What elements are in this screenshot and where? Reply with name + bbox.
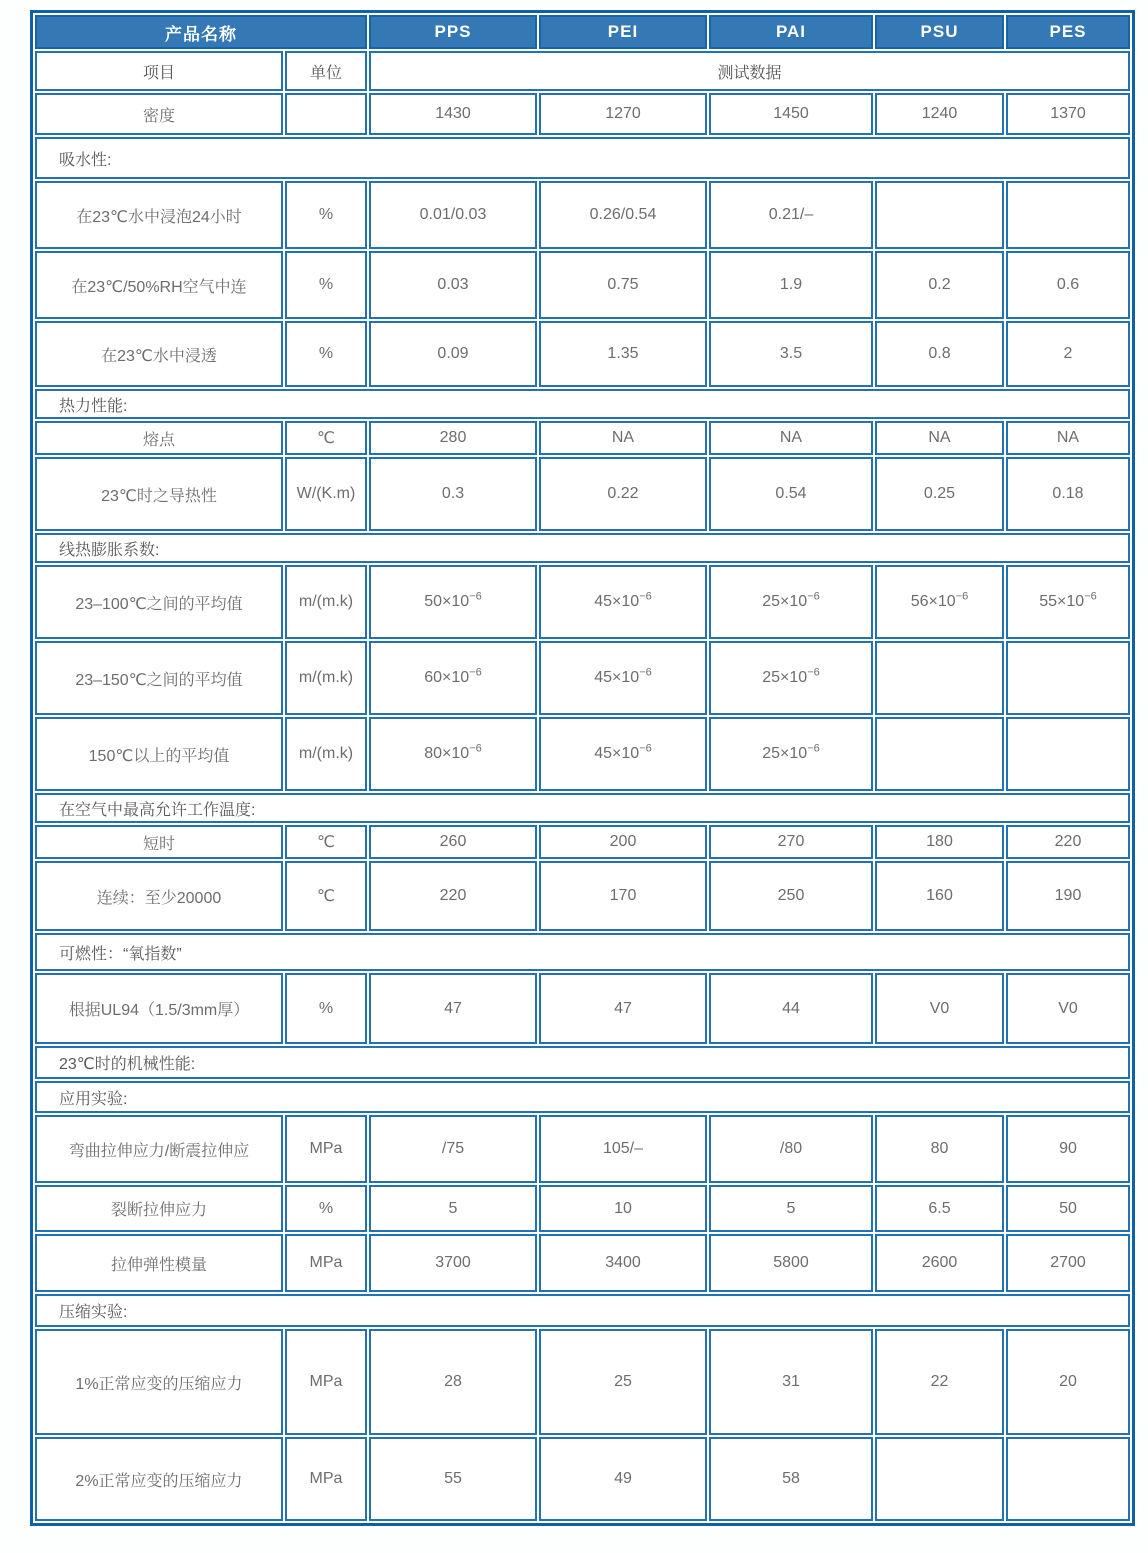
value-cell-pes xyxy=(1006,181,1130,249)
value-cell-pps: /75 xyxy=(369,1115,537,1183)
section-label: 线热膨胀系数: xyxy=(35,533,1130,563)
section-row xyxy=(35,793,1130,823)
table-row xyxy=(35,717,1130,791)
test-data-label: 测试数据 xyxy=(369,51,1130,91)
value-cell-pes xyxy=(1006,717,1130,791)
item-cell: 23–100℃之间的平均值 xyxy=(35,565,283,639)
value-cell-pai: 31 xyxy=(709,1329,873,1435)
table-row xyxy=(35,641,1130,715)
value-cell-pei: 200 xyxy=(539,825,707,859)
column-header-psu: PSU xyxy=(875,15,1004,49)
value-cell-pps: 0.03 xyxy=(369,251,537,319)
value-cell-pei: 1.35 xyxy=(539,321,707,387)
value-cell-pai: $25\times 10^{-6}$ xyxy=(709,717,873,791)
table-row xyxy=(35,1185,1130,1232)
value-cell-pps: $60\times 10^{-6}$ xyxy=(369,641,537,715)
value-cell-pei: 47 xyxy=(539,973,707,1044)
item-cell: 弯曲拉伸应力/断震拉伸应 xyxy=(35,1115,283,1183)
value-cell-pes: NA xyxy=(1006,421,1130,455)
section-row xyxy=(35,933,1130,971)
unit-cell: % xyxy=(285,973,367,1044)
item-label: 项目 xyxy=(35,51,283,91)
value-cell-pps: 28 xyxy=(369,1329,537,1435)
value-cell-pes: 20 xyxy=(1006,1329,1130,1435)
value-cell-pes: 50 xyxy=(1006,1185,1130,1232)
value-cell-pai: 44 xyxy=(709,973,873,1044)
item-cell: 2%正常应变的压缩应力 xyxy=(35,1437,283,1521)
value-cell-pps: 47 xyxy=(369,973,537,1044)
item-cell: 密度 xyxy=(35,93,283,135)
value-cell-pps: 0.09 xyxy=(369,321,537,387)
unit-cell: m/(m.k) xyxy=(285,641,367,715)
table-row xyxy=(35,1234,1130,1292)
item-cell: 根据UL94（1.5/3mm厚） xyxy=(35,973,283,1044)
value-cell-pai: 0.21/– xyxy=(709,181,873,249)
value-cell-pei: 25 xyxy=(539,1329,707,1435)
value-cell-pps: $80\times 10^{-6}$ xyxy=(369,717,537,791)
section-label: 23℃时的机械性能: xyxy=(35,1046,1130,1079)
value-cell-psu: 22 xyxy=(875,1329,1004,1435)
column-header-pai: PAI xyxy=(709,15,873,49)
value-cell-pai: 58 xyxy=(709,1437,873,1521)
value-cell-pps: 220 xyxy=(369,861,537,931)
value-cell-pes: 2700 xyxy=(1006,1234,1130,1292)
value-cell-pps: 55 xyxy=(369,1437,537,1521)
item-cell: 在23℃水中浸透 xyxy=(35,321,283,387)
unit-cell: m/(m.k) xyxy=(285,717,367,791)
value-cell-psu: 80 xyxy=(875,1115,1004,1183)
value-cell-pai: 3.5 xyxy=(709,321,873,387)
value-cell-pes: 0.6 xyxy=(1006,251,1130,319)
unit-cell: MPa xyxy=(285,1329,367,1435)
section-label: 压缩实验: xyxy=(35,1294,1130,1327)
unit-cell: MPa xyxy=(285,1234,367,1292)
section-row xyxy=(35,1046,1130,1079)
item-cell: 23℃时之导热性 xyxy=(35,457,283,531)
value-cell-pes: 220 xyxy=(1006,825,1130,859)
value-cell-pei: 1270 xyxy=(539,93,707,135)
value-cell-pps: 1430 xyxy=(369,93,537,135)
value-cell-pes: V0 xyxy=(1006,973,1130,1044)
unit-cell: ℃ xyxy=(285,421,367,455)
value-cell-pes: 2 xyxy=(1006,321,1130,387)
column-header-pps: PPS xyxy=(369,15,537,49)
table-row xyxy=(35,565,1130,639)
value-cell-pai: 1450 xyxy=(709,93,873,135)
table-row xyxy=(35,861,1130,931)
value-cell-pei: 10 xyxy=(539,1185,707,1232)
value-cell-psu: V0 xyxy=(875,973,1004,1044)
value-cell-pei: $45\times 10^{-6}$ xyxy=(539,717,707,791)
item-cell: 熔点 xyxy=(35,421,283,455)
value-cell-pei: $45\times 10^{-6}$ xyxy=(539,641,707,715)
value-cell-pai: 0.54 xyxy=(709,457,873,531)
table-row xyxy=(35,1329,1130,1435)
section-row xyxy=(35,1294,1130,1327)
value-cell-psu xyxy=(875,641,1004,715)
unit-cell: MPa xyxy=(285,1437,367,1521)
value-cell-pps: 0.01/0.03 xyxy=(369,181,537,249)
value-cell-psu: NA xyxy=(875,421,1004,455)
item-cell: 短时 xyxy=(35,825,283,859)
section-row xyxy=(35,1081,1130,1113)
section-label: 应用实验: xyxy=(35,1081,1130,1113)
value-cell-psu: $56\times 10^{-6}$ xyxy=(875,565,1004,639)
value-cell-pai: 250 xyxy=(709,861,873,931)
value-cell-pei: 49 xyxy=(539,1437,707,1521)
properties-table xyxy=(30,10,1135,1526)
section-row xyxy=(35,533,1130,563)
value-cell-pes: $55\times 10^{-6}$ xyxy=(1006,565,1130,639)
value-cell-pps: 260 xyxy=(369,825,537,859)
value-cell-psu: 6.5 xyxy=(875,1185,1004,1232)
section-label: 可燃性：“氧指数” xyxy=(35,933,1130,971)
value-cell-psu: 0.8 xyxy=(875,321,1004,387)
unit-cell xyxy=(285,93,367,135)
value-cell-pei: 0.75 xyxy=(539,251,707,319)
value-cell-psu: 0.25 xyxy=(875,457,1004,531)
value-cell-pps: 5 xyxy=(369,1185,537,1232)
value-cell-pes: 1370 xyxy=(1006,93,1130,135)
value-cell-pai: 5800 xyxy=(709,1234,873,1292)
column-header-pes: PES xyxy=(1006,15,1130,49)
unit-cell: MPa xyxy=(285,1115,367,1183)
value-cell-pai: 270 xyxy=(709,825,873,859)
table-header-row xyxy=(35,15,1130,49)
value-cell-pei: 170 xyxy=(539,861,707,931)
value-cell-psu: 180 xyxy=(875,825,1004,859)
table-body xyxy=(35,93,1130,1521)
table-row xyxy=(35,1437,1130,1521)
table-row xyxy=(35,421,1130,455)
column-header-pei: PEI xyxy=(539,15,707,49)
item-cell: 拉伸弹性模量 xyxy=(35,1234,283,1292)
value-cell-pes: 190 xyxy=(1006,861,1130,931)
table-row xyxy=(35,251,1130,319)
value-cell-psu xyxy=(875,717,1004,791)
table-row xyxy=(35,457,1130,531)
table-row xyxy=(35,973,1130,1044)
item-cell: 150℃以上的平均值 xyxy=(35,717,283,791)
value-cell-pai: /80 xyxy=(709,1115,873,1183)
table-row xyxy=(35,181,1130,249)
unit-cell: W/(K.m) xyxy=(285,457,367,531)
unit-cell: % xyxy=(285,181,367,249)
value-cell-pes: 90 xyxy=(1006,1115,1130,1183)
value-cell-pei: 3400 xyxy=(539,1234,707,1292)
item-cell: 在23℃水中浸泡24小时 xyxy=(35,181,283,249)
value-cell-pai: $25\times 10^{-6}$ xyxy=(709,641,873,715)
section-label: 吸水性: xyxy=(35,137,1130,179)
value-cell-pps: 280 xyxy=(369,421,537,455)
value-cell-pps: 3700 xyxy=(369,1234,537,1292)
item-cell: 在23℃/50%RH空气中连 xyxy=(35,251,283,319)
value-cell-pai: 5 xyxy=(709,1185,873,1232)
table-row xyxy=(35,1115,1130,1183)
value-cell-pei: 0.22 xyxy=(539,457,707,531)
table-row xyxy=(35,321,1130,387)
section-row xyxy=(35,137,1130,179)
section-label: 在空气中最高允许工作温度: xyxy=(35,793,1130,823)
value-cell-pei: 105/– xyxy=(539,1115,707,1183)
value-cell-psu: 1240 xyxy=(875,93,1004,135)
item-cell: 1%正常应变的压缩应力 xyxy=(35,1329,283,1435)
value-cell-psu: 160 xyxy=(875,861,1004,931)
section-row xyxy=(35,389,1130,419)
value-cell-pps: $50\times 10^{-6}$ xyxy=(369,565,537,639)
value-cell-pai: 1.9 xyxy=(709,251,873,319)
item-cell: 23–150℃之间的平均值 xyxy=(35,641,283,715)
value-cell-pps: 0.3 xyxy=(369,457,537,531)
value-cell-psu xyxy=(875,181,1004,249)
value-cell-pei: $45\times 10^{-6}$ xyxy=(539,565,707,639)
item-cell: 裂断拉伸应力 xyxy=(35,1185,283,1232)
value-cell-pai: NA xyxy=(709,421,873,455)
value-cell-psu: 0.2 xyxy=(875,251,1004,319)
product-name-header: 产品名称 xyxy=(35,15,367,49)
item-cell: 连续：至少20000 xyxy=(35,861,283,931)
unit-cell: % xyxy=(285,1185,367,1232)
value-cell-pes xyxy=(1006,641,1130,715)
unit-label: 单位 xyxy=(285,51,367,91)
value-cell-pei: 0.26/0.54 xyxy=(539,181,707,249)
value-cell-pei: NA xyxy=(539,421,707,455)
value-cell-psu: 2600 xyxy=(875,1234,1004,1292)
section-label: 热力性能: xyxy=(35,389,1130,419)
value-cell-pes: 0.18 xyxy=(1006,457,1130,531)
value-cell-pes xyxy=(1006,1437,1130,1521)
unit-cell: % xyxy=(285,251,367,319)
unit-cell: % xyxy=(285,321,367,387)
unit-cell: m/(m.k) xyxy=(285,565,367,639)
unit-cell: ℃ xyxy=(285,861,367,931)
value-cell-pai: $25\times 10^{-6}$ xyxy=(709,565,873,639)
table-subheader-row xyxy=(35,51,1130,91)
unit-cell: ℃ xyxy=(285,825,367,859)
value-cell-psu xyxy=(875,1437,1004,1521)
table-row xyxy=(35,93,1130,135)
table-row xyxy=(35,825,1130,859)
